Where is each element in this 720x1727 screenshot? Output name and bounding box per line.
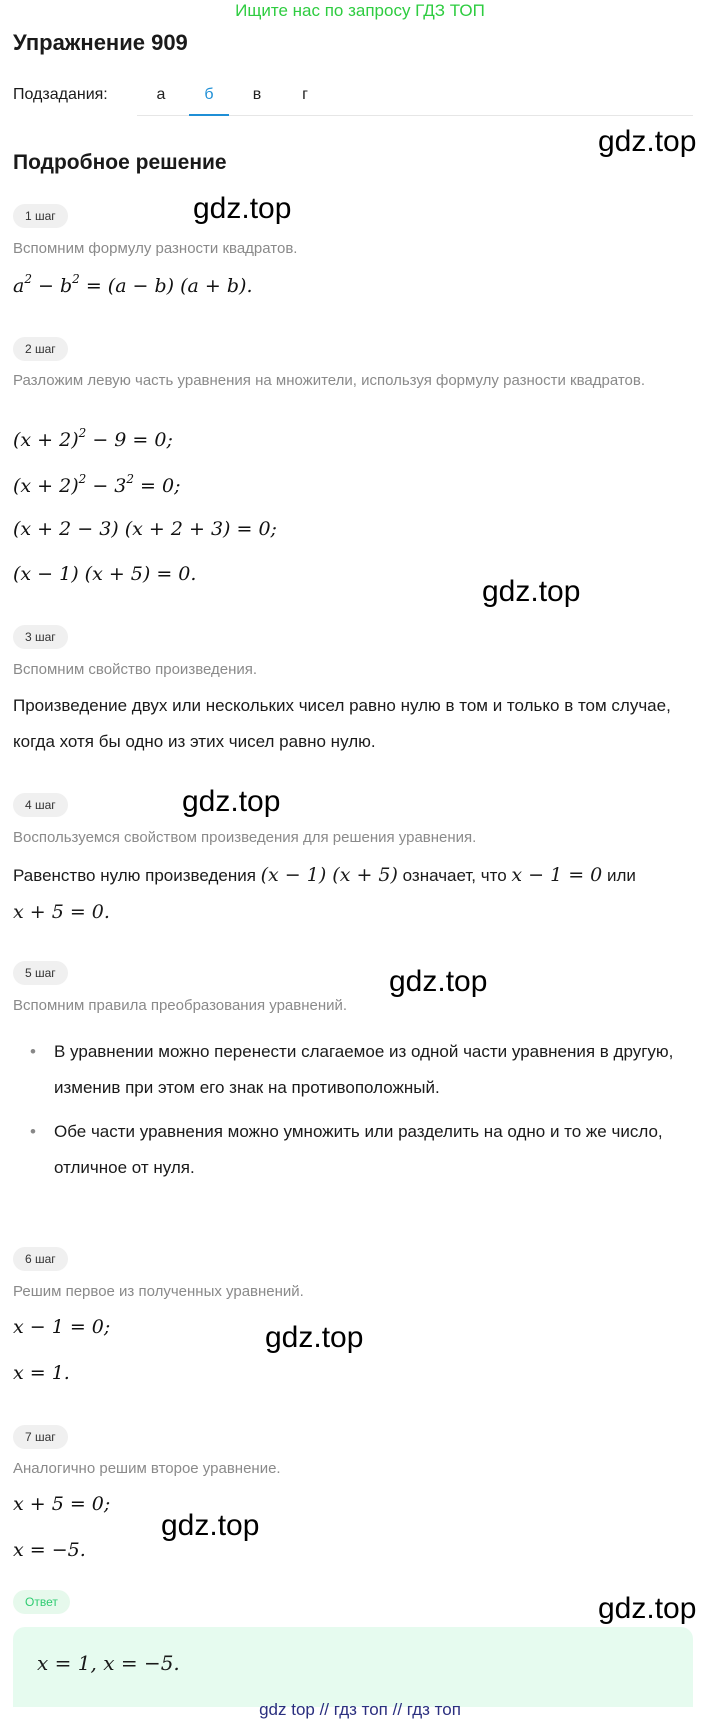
- step-badge: 2 шаг: [13, 337, 68, 361]
- subtasks-bar: [13, 80, 693, 116]
- list-item: [30, 1114, 675, 1186]
- list-item: [30, 1034, 675, 1106]
- step-text: [13, 857, 693, 931]
- watermark: gdz.top: [598, 1592, 697, 1625]
- step-hint: Решим первое из полученных уравнений.: [13, 1283, 304, 1300]
- watermark: gdz.top: [482, 575, 581, 608]
- step-badge: 1 шаг: [13, 204, 68, 228]
- answer-formula: x = 1, x = −5.: [37, 1651, 180, 1675]
- bullet-icon: •: [30, 1122, 36, 1141]
- step-hint: Разложим левую часть уравнения на множители, используя формулу разности квадратов.: [13, 372, 646, 389]
- answer-box: [13, 1627, 693, 1707]
- formula-line: x = −5.: [13, 1539, 86, 1561]
- text-part: Равенство нулю произведения: [13, 866, 261, 885]
- step-badge: 5 шаг: [13, 961, 68, 985]
- answer-badge: Ответ: [13, 1590, 70, 1614]
- formula-line: $(x + 2)^2 - 3^2 = 0$;: [13, 472, 181, 497]
- step-text: Произведение двух или нескольких чисел равно нулю в том и только в том случае, когда хотя бы одно из этих чисел равно нулю.: [13, 696, 671, 751]
- step-badge: 6 шаг: [13, 1247, 68, 1271]
- inline-formula: x + 5 = 0.: [13, 901, 110, 923]
- step-hint: Вспомним формулу разности квадратов.: [13, 240, 298, 257]
- tab-a[interactable]: а: [156, 86, 166, 103]
- bullet-icon: •: [30, 1042, 36, 1061]
- formula-line: x = 1.: [13, 1362, 70, 1384]
- step-badge: 3 шаг: [13, 625, 68, 649]
- subtasks-label: Подзадания:: [13, 86, 108, 103]
- formula-line: x + 5 = 0;: [13, 1493, 111, 1515]
- watermark: gdz.top: [193, 192, 292, 225]
- watermark: gdz.top: [389, 965, 488, 998]
- text-part: или: [602, 866, 636, 885]
- watermark: gdz.top: [265, 1321, 364, 1354]
- step-badge: 7 шаг: [13, 1425, 68, 1449]
- watermark: gdz.top: [182, 785, 281, 818]
- formula-line: x − 1 = 0;: [13, 1316, 111, 1338]
- formula-line: $a^2 - b^2 = (a - b) (a + b)$.: [13, 272, 253, 297]
- list-item-text: В уравнении можно перенести слагаемое из одной части уравнения в другую, изменив при этом его знак на противоположный.: [54, 1042, 674, 1097]
- step-hint: Воспользуемся свойством произведения для решения уравнения.: [13, 829, 477, 846]
- formula-line: (x − 1) (x + 5) = 0.: [13, 563, 197, 585]
- step-hint: Вспомним свойство произведения.: [13, 661, 258, 678]
- page-title: Упражнение 909: [13, 30, 188, 55]
- step-hint: Вспомним правила преобразования уравнений.: [13, 997, 348, 1014]
- inline-formula: (x − 1) (x + 5): [260, 864, 398, 886]
- list-item-text: Обе части уравнения можно умножить или разделить на одно и то же число, отличное от нуля.: [54, 1122, 663, 1177]
- text-part: означает, что: [397, 866, 512, 885]
- section-title: Подробное решение: [13, 151, 227, 174]
- search-banner: Ищите нас по запросу ГДЗ ТОП: [235, 1, 485, 20]
- tab-b[interactable]: б: [189, 86, 229, 104]
- tab-v[interactable]: в: [252, 86, 262, 103]
- formula-line: (x + 2 − 3) (x + 2 + 3) = 0;: [13, 518, 277, 540]
- watermark: gdz.top: [598, 125, 697, 158]
- footer-links[interactable]: gdz top // гдз топ // гдз топ: [259, 1700, 461, 1719]
- tab-g[interactable]: г: [302, 86, 308, 103]
- inline-formula: x − 1 = 0: [511, 864, 603, 886]
- step-badge: 4 шаг: [13, 793, 68, 817]
- step-hint: Аналогично решим второе уравнение.: [13, 1460, 281, 1477]
- formula-line: $(x + 2)^2 - 9 = 0$;: [13, 426, 173, 451]
- watermark: gdz.top: [161, 1509, 260, 1542]
